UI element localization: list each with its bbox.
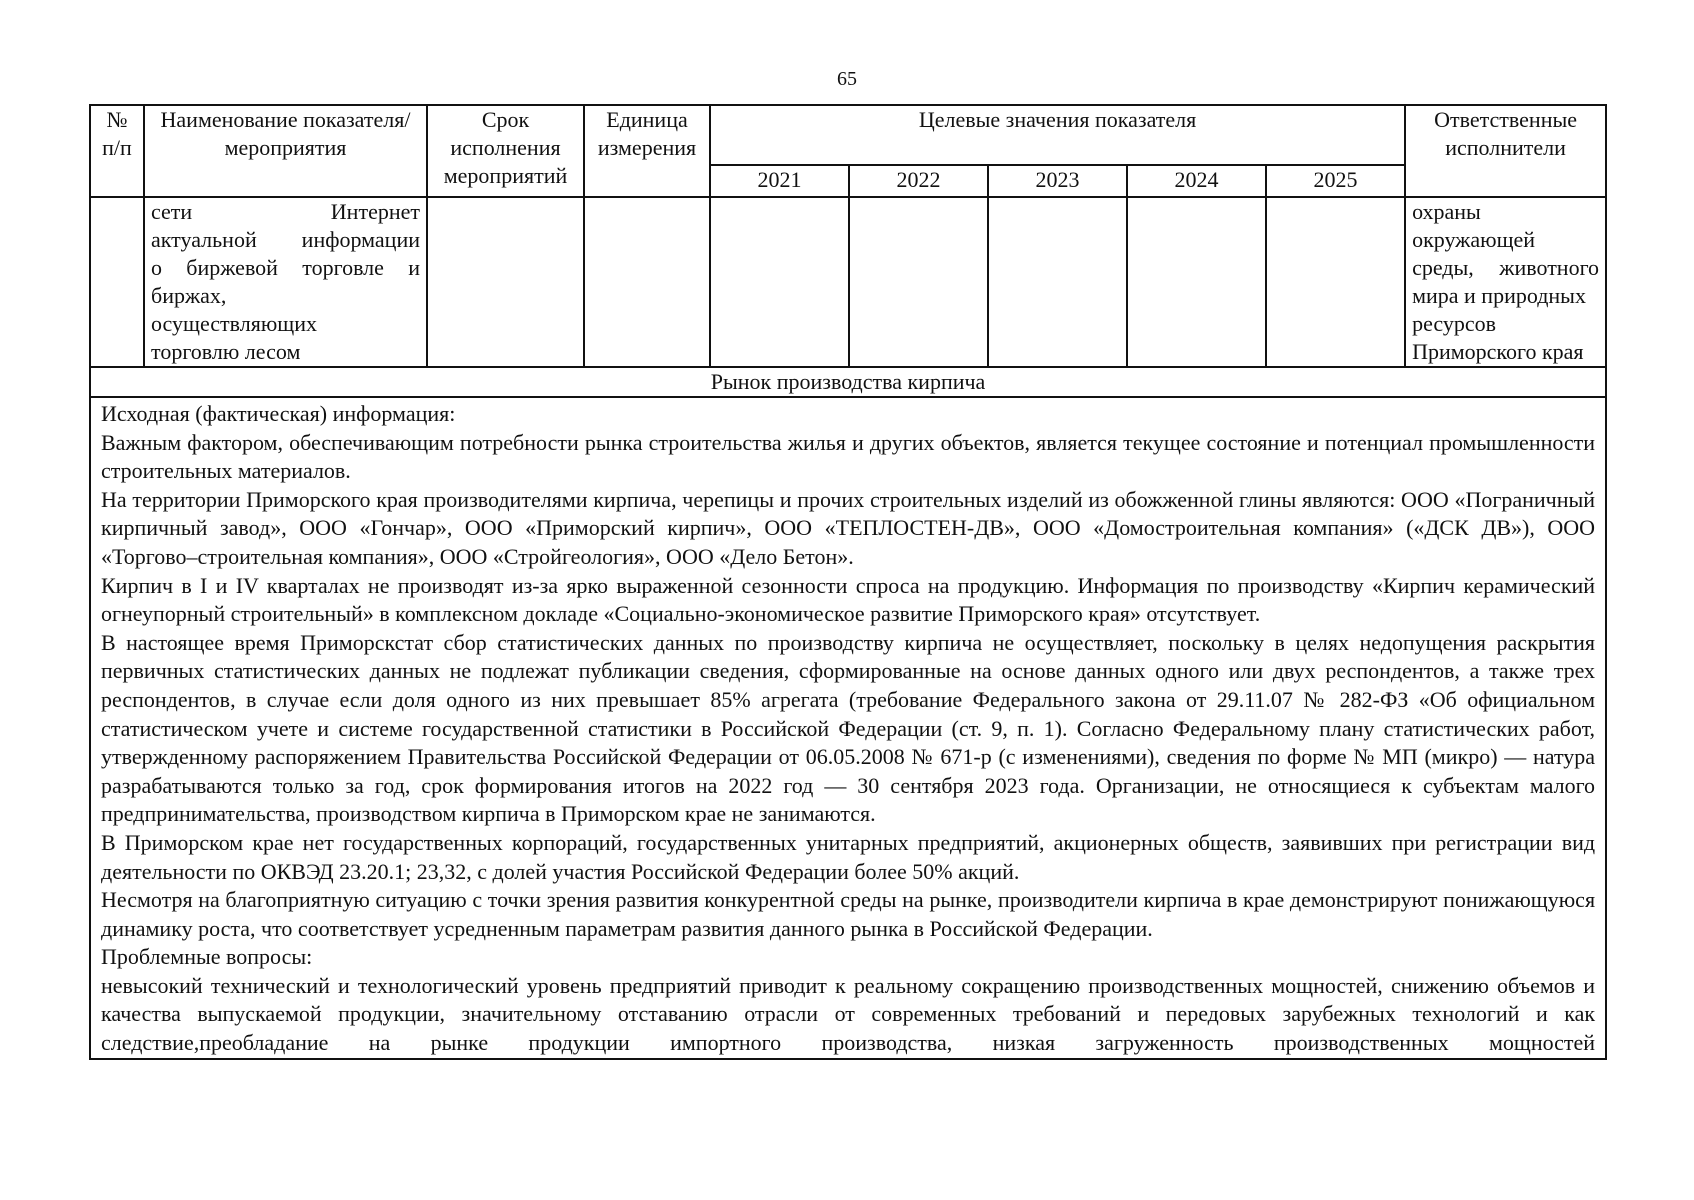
header-num: № п/п [90, 105, 144, 197]
year-2023: 2023 [988, 165, 1127, 197]
row-resp-line: мира и природных [1412, 283, 1586, 308]
row-num [90, 197, 144, 367]
row-unit [584, 197, 710, 367]
row-resp-line: окружающей [1412, 227, 1536, 252]
row-value-2021 [710, 197, 849, 367]
section-title: Рынок производства кирпича [90, 367, 1606, 397]
row-value-2024 [1127, 197, 1266, 367]
row-name-line: о биржевой торговле и [151, 255, 420, 280]
paragraph: невысокий технический и технологический уровень предприятий приводит к реальному сокращению производственных мощностей, снижению объемов и качества выпускаемой продукции, значительному отставанию отрасли от современных требований и передовых зарубежных технологий и как следствие,преобладание на рынке продукции импортного производства, низкая загруженность производственных мощностей [101, 972, 1596, 1056]
page-number: 65 [837, 68, 857, 90]
row-resp-line: ресурсов [1412, 311, 1497, 336]
year-2022: 2022 [849, 165, 988, 197]
paragraph: Несмотря на благоприятную ситуацию с точки зрения развития конкурентной среды на рынке, производители кирпича в крае демонстрируют понижающуюся динамику роста, что соответствует усредненным параметрам развития данного рынка в Российской Федерации. [101, 887, 1596, 941]
row-responsible [1405, 197, 1606, 367]
paragraph: Проблемные вопросы: [101, 944, 313, 970]
paragraph: Кирпич в I и IV кварталах не производят из-за ярко выраженной сезонности спроса на продукцию. Информация по производству «Кирпич керамический огнеупорный строительный» в комплексном докладе «Социально-экономическое развитие Приморского края» отсутствует. [101, 572, 1596, 627]
header-row [90, 105, 1606, 165]
row-name-line: торговлю лесом [151, 339, 301, 364]
row-name-line: актуальной информации [151, 227, 420, 252]
table-row [90, 197, 1606, 367]
row-name-line: сети Интернет [151, 199, 420, 224]
header-name: Наименование показателя/мероприятия [144, 105, 427, 197]
row-resp-line: охраны [1412, 199, 1481, 224]
section-body [90, 397, 1606, 1059]
indicators-table [89, 104, 1607, 1060]
paragraph: Исходная (фактическая) информация: [101, 401, 456, 426]
row-term [427, 197, 584, 367]
section-title-row [90, 367, 1606, 397]
year-2025: 2025 [1266, 165, 1405, 197]
row-name [144, 197, 427, 367]
paragraph: На территории Приморского края производителями кирпича, черепицы и прочих строительных изделий из обожженной глины являются: ООО «Пограничный кирпичный завод», ООО «Гончар», ООО «Приморский кирпич», ООО «ТЕПЛОСТЕН-ДВ», ООО «Домостроительная компания» («ДСК ДВ»), ООО «Торгово–строительная компания», ООО «Стройгеология», ООО «Дело Бетон». [101, 486, 1596, 569]
year-2021: 2021 [710, 165, 849, 197]
header-unit: Единица измерения [584, 105, 710, 197]
row-name-line: биржах, [151, 283, 227, 308]
row-resp-line: среды, животного [1412, 255, 1600, 280]
header-responsible: Ответственные исполнители [1405, 105, 1606, 197]
year-2024: 2024 [1127, 165, 1266, 197]
header-target: Целевые значения показателя [710, 105, 1405, 165]
row-name-line: осуществляющих [151, 311, 317, 336]
row-value-2022 [849, 197, 988, 367]
row-value-2023 [988, 197, 1127, 367]
row-resp-line: Приморского края [1412, 339, 1584, 364]
paragraph: В Приморском крае нет государственных корпораций, государственных унитарных предприятий, акционерных обществ, заявивших при регистрации вид деятельности по ОКВЭД 23.20.1; 23,32, с долей участия Российской Федерации более 50% акций. [101, 829, 1596, 884]
section-body-row [90, 397, 1606, 1059]
row-value-2025 [1266, 197, 1405, 367]
paragraph: В настоящее время Приморскстат сбор статистических данных по производству кирпича не осуществляет, поскольку в целях недопущения раскрытия первичных статистических данных не подлежат публикации сведения, сформированные на основе данных одного или двух респондентов, а также трех респондентов, в случае если доля одного из них превышает 85% агрегата (требование Федерального закона от 29.11.07 № 282-ФЗ «Об официальном статистическом учете и системе государственной статистики в Российской Федерации (ст. 9, п. 1). Согласно Федеральному плану статистических работ, утвержденному распоряжением Правительства Российской Федерации от 06.05.2008 № 671-р (с изменениями), сведения по форме № МП (микро) — натура разрабатываются только за год, срок формирования итогов на 2022 год — 30 сентября 2023 года. Организации, не относящиеся к субъектам малого предпринимательства, производством кирпича в Приморском крае не занимаются. [101, 629, 1596, 827]
header-term: Срок исполнения мероприятий [427, 105, 584, 197]
paragraph: Важным фактором, обеспечивающим потребности рынка строительства жилья и других объектов, является текущее состояние и потенциал промышленности строительных материалов. [101, 429, 1596, 484]
